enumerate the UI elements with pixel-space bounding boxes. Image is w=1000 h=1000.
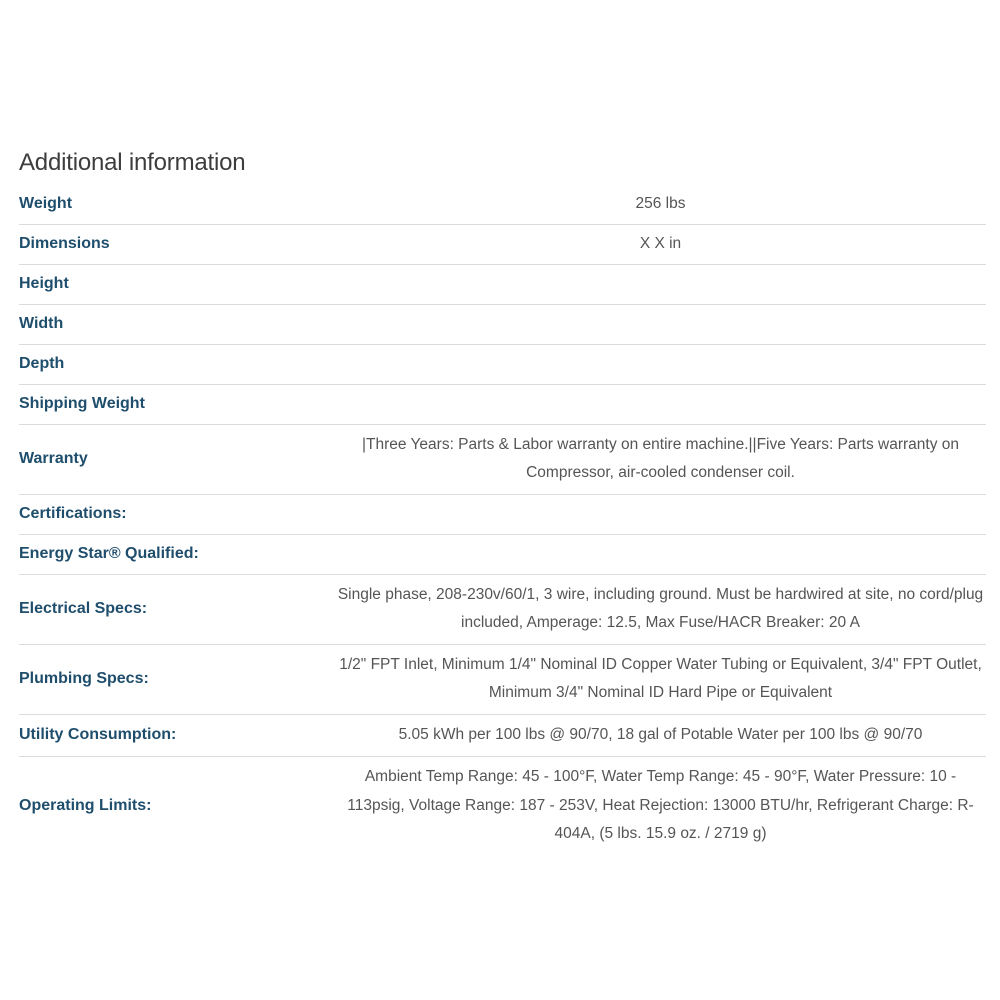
attribute-value: Ambient Temp Range: 45 - 100°F, Water Temp Range: 45 - 90°F, Water Pressure: 10 - 113psig, Voltage Range: 187 - 253V, Heat Rejection: 13000 BTU/hr, Refrigerant Charge: R-404A, (5 lbs. 15.9 oz. / 2719 g) <box>347 768 974 842</box>
attribute-row-dimensions <box>19 224 986 264</box>
additional-information-section <box>19 146 986 855</box>
attribute-value: 256 lbs <box>635 194 686 212</box>
attribute-label: Utility Consumption: <box>19 726 177 743</box>
attribute-value <box>335 384 986 424</box>
attribute-label: Width <box>19 315 64 332</box>
attribute-label: Certifications: <box>19 505 127 522</box>
attribute-value <box>335 344 986 384</box>
attribute-row-plumbing-specs <box>19 644 986 714</box>
attribute-label: Dimensions <box>19 235 110 252</box>
attribute-row-width <box>19 304 986 344</box>
attribute-row-shipping-weight <box>19 384 986 424</box>
attribute-label: Plumbing Specs: <box>19 670 149 687</box>
attribute-row-weight <box>19 184 986 224</box>
attribute-label: Depth <box>19 355 65 372</box>
attribute-value <box>335 494 986 534</box>
attributes-table <box>19 184 986 855</box>
attribute-value <box>335 264 986 304</box>
attribute-label: Weight <box>19 194 73 212</box>
attribute-value: |Three Years: Parts & Labor warranty on entire machine.||Five Years: Parts warranty on Compressor, air-cooled condenser coil. <box>361 435 960 481</box>
attribute-label: Energy Star® Qualified: <box>19 545 199 562</box>
attribute-row-warranty <box>19 424 986 494</box>
attribute-label: Warranty <box>19 450 88 467</box>
attribute-row-operating-limits <box>19 756 986 855</box>
attribute-value <box>335 304 986 344</box>
attribute-row-depth <box>19 344 986 384</box>
attribute-row-electrical-specs <box>19 574 986 644</box>
attribute-value: X X in <box>639 234 682 252</box>
attribute-row-certifications <box>19 494 986 534</box>
attribute-value: 5.05 kWh per 100 lbs @ 90/70, 18 gal of Potable Water per 100 lbs @ 90/70 <box>398 725 923 743</box>
attribute-row-utility-consumption <box>19 714 986 756</box>
attribute-label: Shipping Weight <box>19 395 145 412</box>
attribute-value: Single phase, 208-230v/60/1, 3 wire, including ground. Must be hardwired at site, no cord/plug included, Amperage: 12.5, Max Fuse/HACR Breaker: 20 A <box>337 585 984 631</box>
attribute-row-energy-star <box>19 534 986 574</box>
attribute-value <box>335 534 986 574</box>
attribute-label: Operating Limits: <box>19 796 152 814</box>
attribute-label: Electrical Specs: <box>19 600 148 617</box>
attribute-row-height <box>19 264 986 304</box>
attribute-label: Height <box>19 275 69 292</box>
section-title: Additional information <box>19 149 246 176</box>
attribute-value: 1/2" FPT Inlet, Minimum 1/4" Nominal ID Copper Water Tubing or Equivalent, 3/4" FPT Outlet, Minimum 3/4" Nominal ID Hard Pipe or Equivalent <box>339 655 982 701</box>
